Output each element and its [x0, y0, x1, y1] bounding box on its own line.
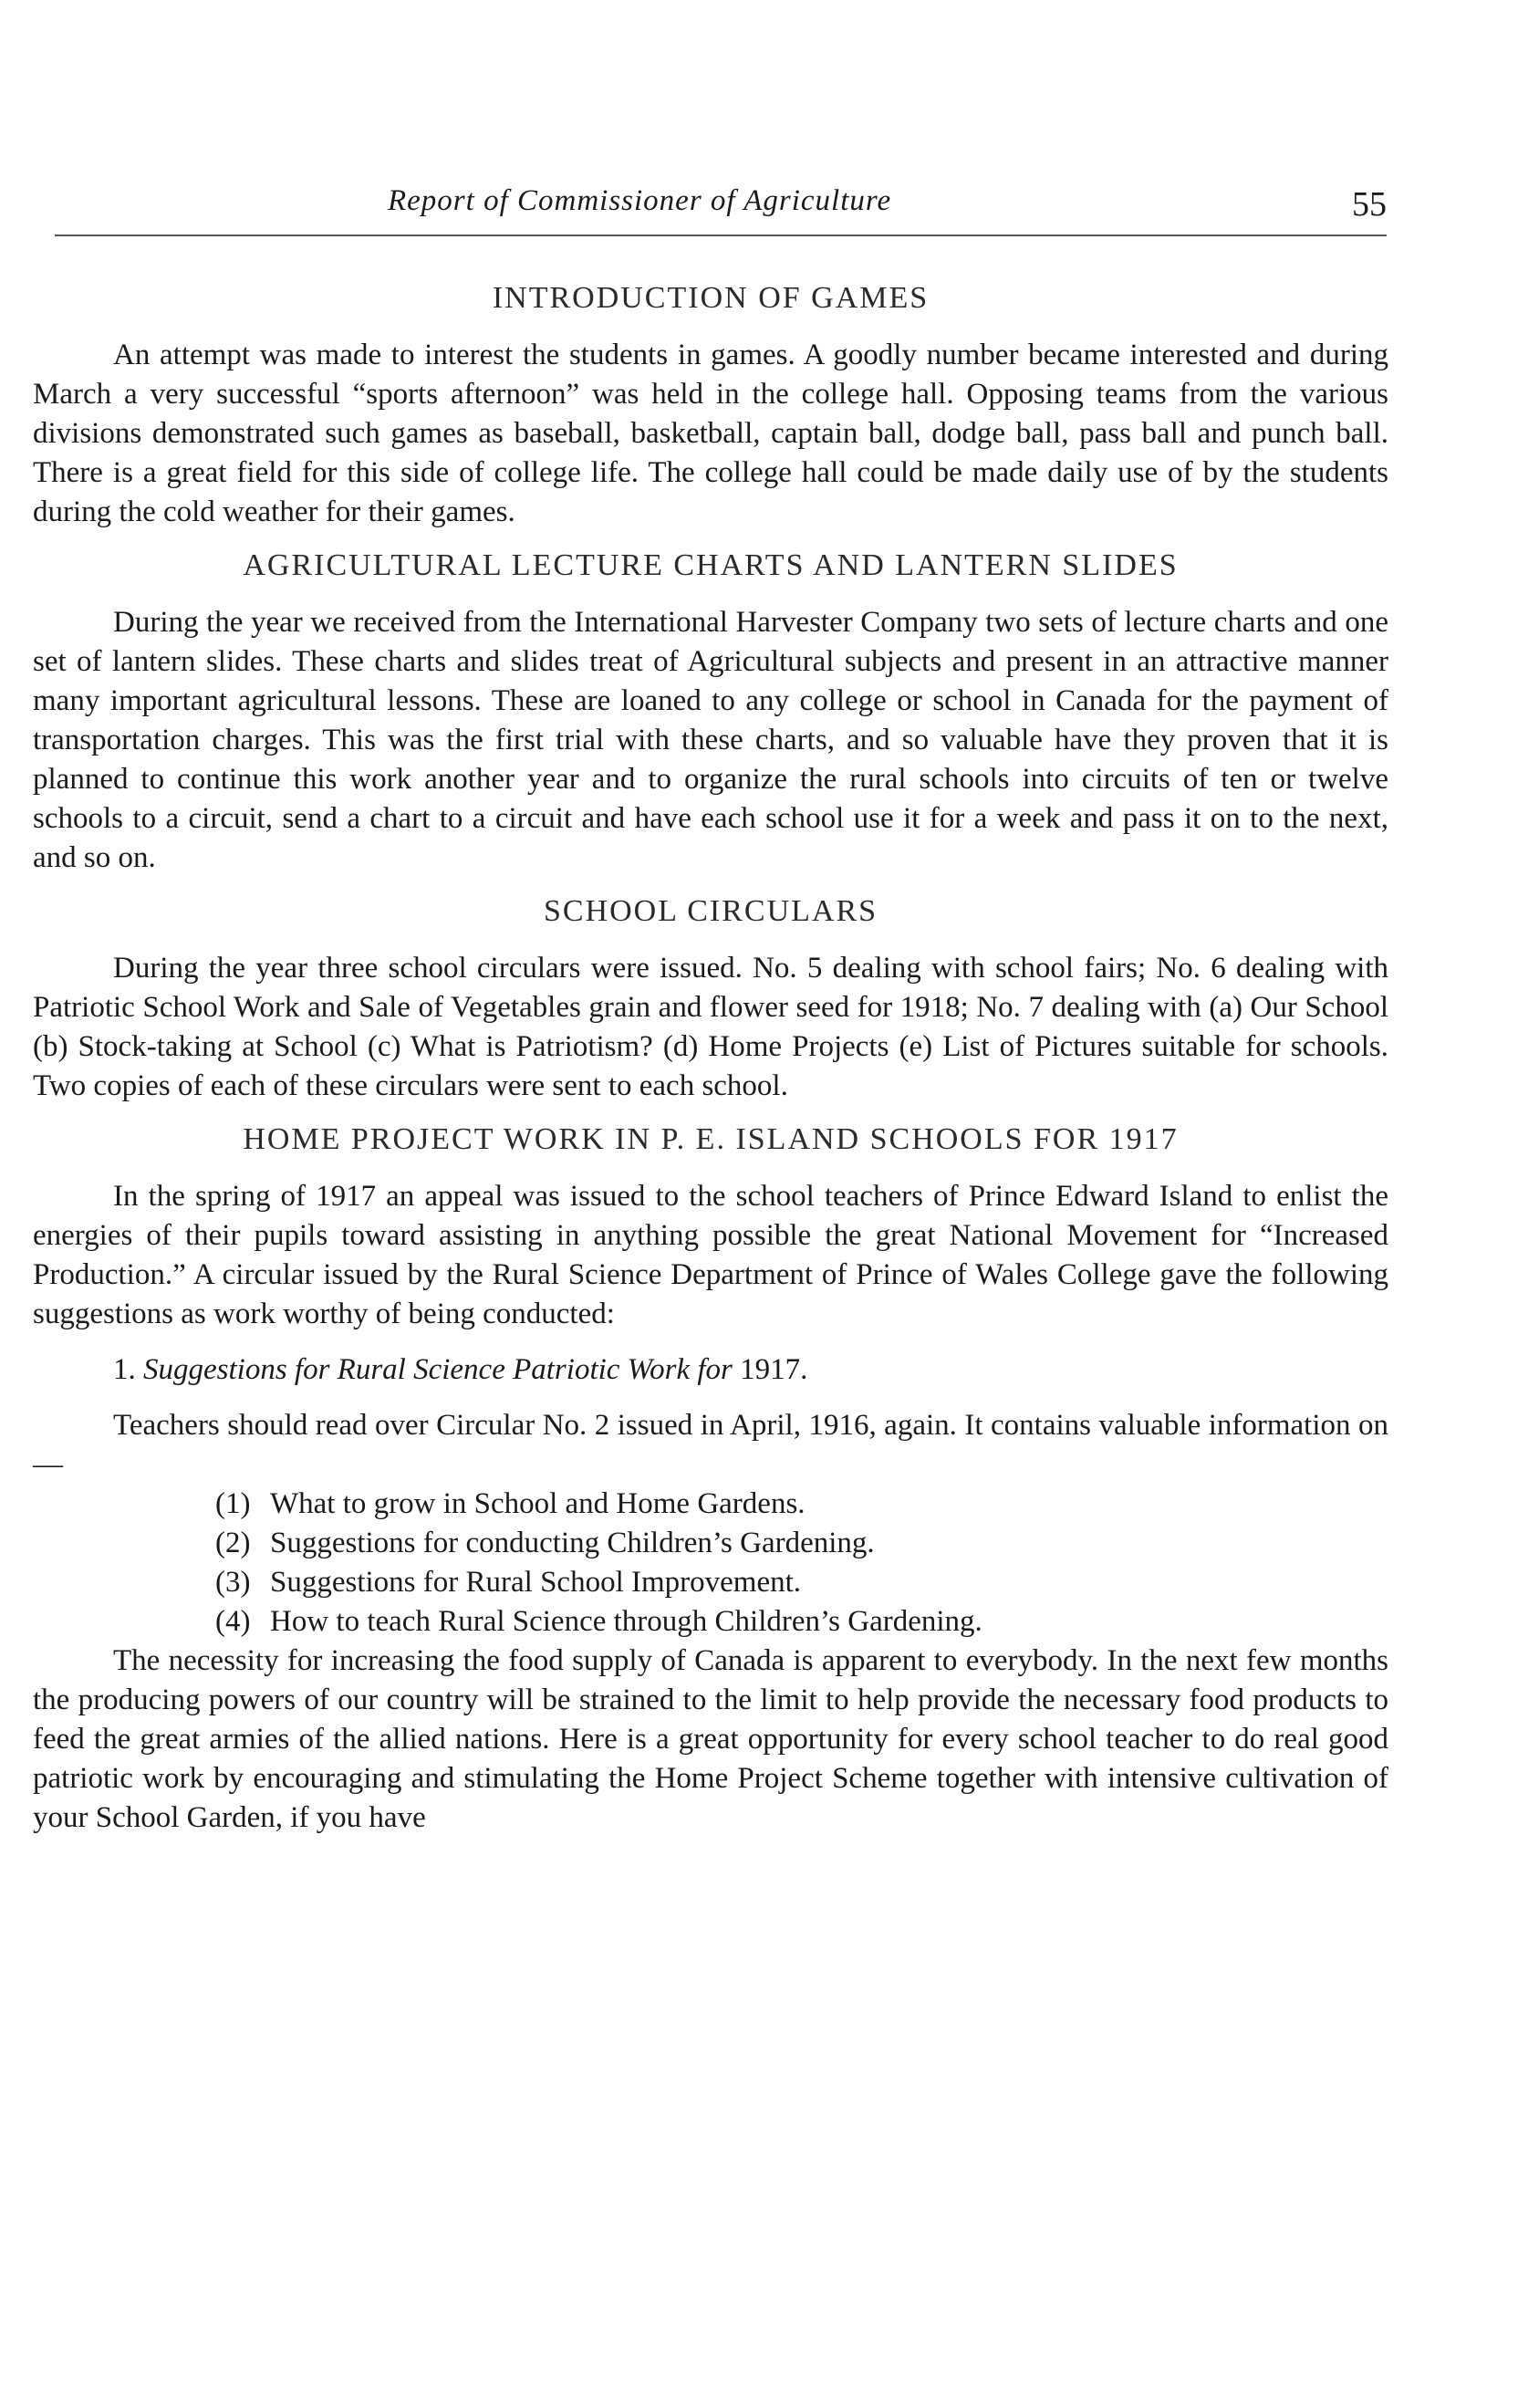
running-header [36, 184, 1387, 230]
list-item-marker: (1) [215, 1487, 251, 1520]
list-item-marker: (4) [215, 1605, 251, 1638]
subsection-title: Suggestions for Rural Science Patriotic Work for [143, 1353, 733, 1386]
header-rule [55, 235, 1387, 236]
section-heading-games: INTRODUCTION OF GAMES [492, 281, 930, 315]
list-item-text: How to teach Rural Science through Children’s Gardening. [270, 1605, 982, 1638]
paragraph-games: An attempt was made to interest the students in games. A goodly number became interested and during March a very successful “sports afternoon” was held in the college hall. Opposing teams from the various divisions demonstrated such games as baseball, basketball, captain ball, dodge ball, pass ball and punch ball. There is a great field for this side of college life. The college hall could be made daily use of by the students during the cold weather for their games. [33, 339, 1388, 528]
subsection-year: 1917. [740, 1353, 808, 1386]
section-heading-school-circulars: SCHOOL CIRCULARS [543, 894, 878, 928]
section-heading-home-project: HOME PROJECT WORK IN P. E. ISLAND SCHOOLS FOR 1917 [243, 1122, 1179, 1156]
page-number: 55 [1352, 185, 1387, 224]
section-heading-lecture-charts: AGRICULTURAL LECTURE CHARTS AND LANTERN SLIDES [243, 548, 1179, 582]
list-item [215, 1524, 1388, 1563]
list-item [215, 1563, 1388, 1602]
page-body [33, 265, 1388, 1838]
paragraph-lecture-charts: During the year we received from the International Harvester Company two sets of lecture charts and one set of lantern slides. These charts and slides treat of Agricultural subjects and present in an attractive manner many important agricultural lessons. These are loaned to any college or school in Canada for the payment of transportation charges. This was the first trial with these charts, and so valuable have they proven that it is planned to continue this work another year and to organize the rural schools into circuits of ten or twelve schools to a circuit, send a chart to a circuit and have each school use it for a week and pass it on to the next, and so on. [33, 606, 1388, 874]
list-item-text: Suggestions for Rural School Improvement. [270, 1566, 802, 1599]
paragraph-food-supply: The necessity for increasing the food supply of Canada is apparent to everybody. In the next few months the producing powers of our country will be strained to the limit to help provide the necessary food products to feed the great armies of the allied nations. Here is a great opportunity for every school teacher to do real good patriotic work by encouraging and stimulating the Home Project Scheme together with intensive cultivation of your School Garden, if you have [33, 1644, 1388, 1834]
paragraph-school-circulars: During the year three school circulars were issued. No. 5 dealing with school fairs; No. 6 dealing with Patriotic School Work and Sale of Vegetables grain and flower seed for 1918; No. 7 dealing with (a) Our School (b) Stock-taking at School (c) What is Patriotism? (d) Home Projects (e) List of Pictures suitable for schools. Two copies of each of these circulars were sent to each school. [33, 952, 1388, 1102]
list-item [215, 1485, 1388, 1524]
list-item-marker: (3) [215, 1566, 251, 1599]
paragraph-home-project: In the spring of 1917 an appeal was issued to the school teachers of Prince Edward Island to enlist the energies of their pupils toward assisting in anything possible the great National Movement for “Increased Production.” A circular issued by the Rural Science Department of Prince of Wales College gave the following suggestions as work worthy of being conducted: [33, 1180, 1388, 1330]
list-item-text: Suggestions for conducting Children’s Gardening. [270, 1527, 875, 1559]
subsection-number: 1. [113, 1353, 136, 1386]
paragraph-teachers: Teachers should read over Circular No. 2 issued in April, 1916, again. It contains valuable information on— [33, 1409, 1388, 1481]
circular-topics-list [215, 1485, 1388, 1642]
list-item [215, 1602, 1388, 1642]
list-item-marker: (2) [215, 1527, 251, 1559]
subsection-heading [113, 1350, 1388, 1390]
list-item-text: What to grow in School and Home Gardens. [270, 1487, 806, 1520]
running-title: Report of Commissioner of Agriculture [388, 184, 892, 217]
